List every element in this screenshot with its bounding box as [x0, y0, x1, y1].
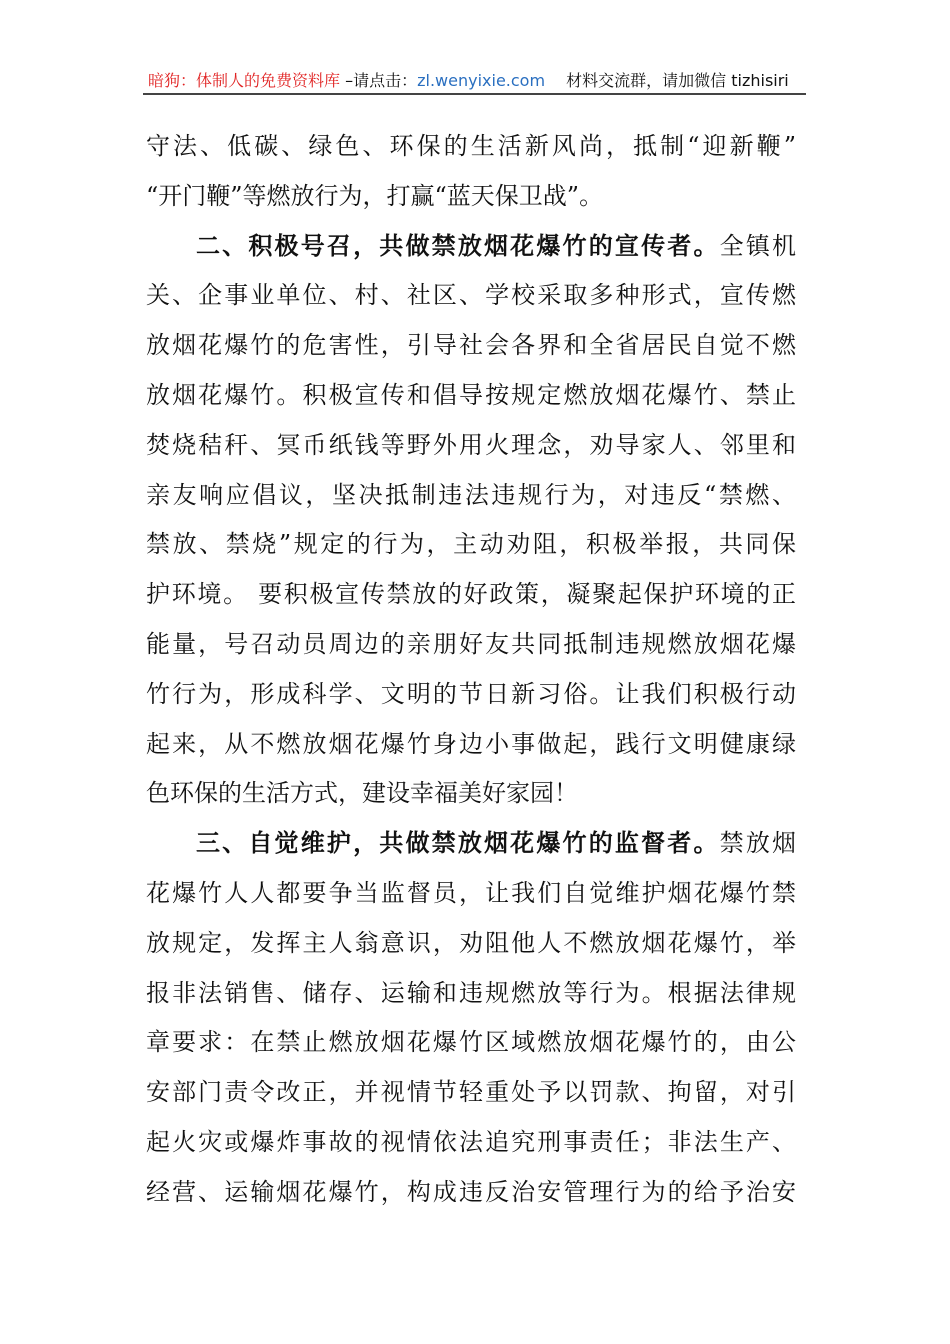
section-heading: 三、自觉维护，共做禁放烟花爆竹的监督者。	[196, 829, 720, 858]
site-name: 暗狗：体制人的免费资料库	[148, 71, 341, 90]
document-body	[146, 122, 796, 1218]
section-heading: 二、积极号召，共做禁放烟花爆竹的宣传者。	[196, 231, 720, 260]
text-line: 禁放、禁烧”规定的行为，主动劝阻，积极举报，共同保	[146, 530, 796, 559]
header-link[interactable]: zl.wenyixie.com	[417, 71, 546, 90]
page-header	[148, 68, 800, 91]
text-line: 护环境。 要积极宣传禁放的好政策，凝聚起保护环境的正	[146, 580, 796, 609]
header-divider	[143, 93, 806, 95]
text-line: 放规定，发挥主人翁意识，劝阻他人不燃放烟花爆竹，举	[146, 928, 796, 957]
text-line: 起来，从不燃放烟花爆竹身边小事做起，践行文明健康绿	[146, 729, 796, 758]
text-line: 花爆竹人人都要争当监督员，让我们自觉维护烟花爆竹禁	[146, 878, 796, 907]
header-contact: 材料交流群，请加微信 tizhisiri	[566, 71, 789, 90]
text-line	[146, 222, 796, 272]
text-line: 安部门责令改正，并视情节轻重处予以罚款、拘留，对引	[146, 1078, 796, 1107]
text-line: 经营、运输烟花爆竹，构成违反治安管理行为的给予治安	[146, 1177, 796, 1206]
text-line: 竹行为，形成科学、文明的节日新习俗。让我们积极行动	[146, 679, 796, 708]
section-text: 禁放烟	[719, 829, 797, 858]
text-line	[146, 819, 796, 869]
text-line: 关、企事业单位、村、社区、学校采取多种形式，宣传燃	[146, 281, 796, 310]
text-line: 放烟花爆竹的危害性，引导社会各界和全省居民自觉不燃	[146, 331, 796, 360]
section-text: 全镇机	[719, 231, 797, 260]
text-line: 章要求：在禁止燃放烟花爆竹区域燃放烟花爆竹的，由公	[146, 1028, 796, 1057]
text-line: 亲友响应倡议，坚决抵制违法违规行为，对违反“禁燃、	[146, 480, 796, 509]
text-line: 色环保的生活方式，建设幸福美好家园！	[146, 779, 578, 808]
text-line: 能量，号召动员周边的亲朋好友共同抵制违规燃放烟花爆	[146, 629, 796, 658]
text-line: “开门鞭”等燃放行为，打赢“蓝天保卫战”。	[146, 181, 604, 210]
text-line: 焚烧秸秆、冥币纸钱等野外用火理念，劝导家人、邻里和	[146, 430, 796, 459]
text-line: 起火灾或爆炸事故的视情依法追究刑事责任；非法生产、	[146, 1127, 796, 1156]
text-line: 守法、低碳、绿色、环保的生活新风尚，抵制“迎新鞭”	[146, 132, 796, 160]
text-line: 报非法销售、储存、运输和违规燃放等行为。根据法律规	[146, 978, 796, 1007]
text-line: 放烟花爆竹。积极宣传和倡导按规定燃放烟花爆竹、禁止	[146, 380, 796, 409]
header-prompt: –请点击：	[345, 71, 418, 90]
